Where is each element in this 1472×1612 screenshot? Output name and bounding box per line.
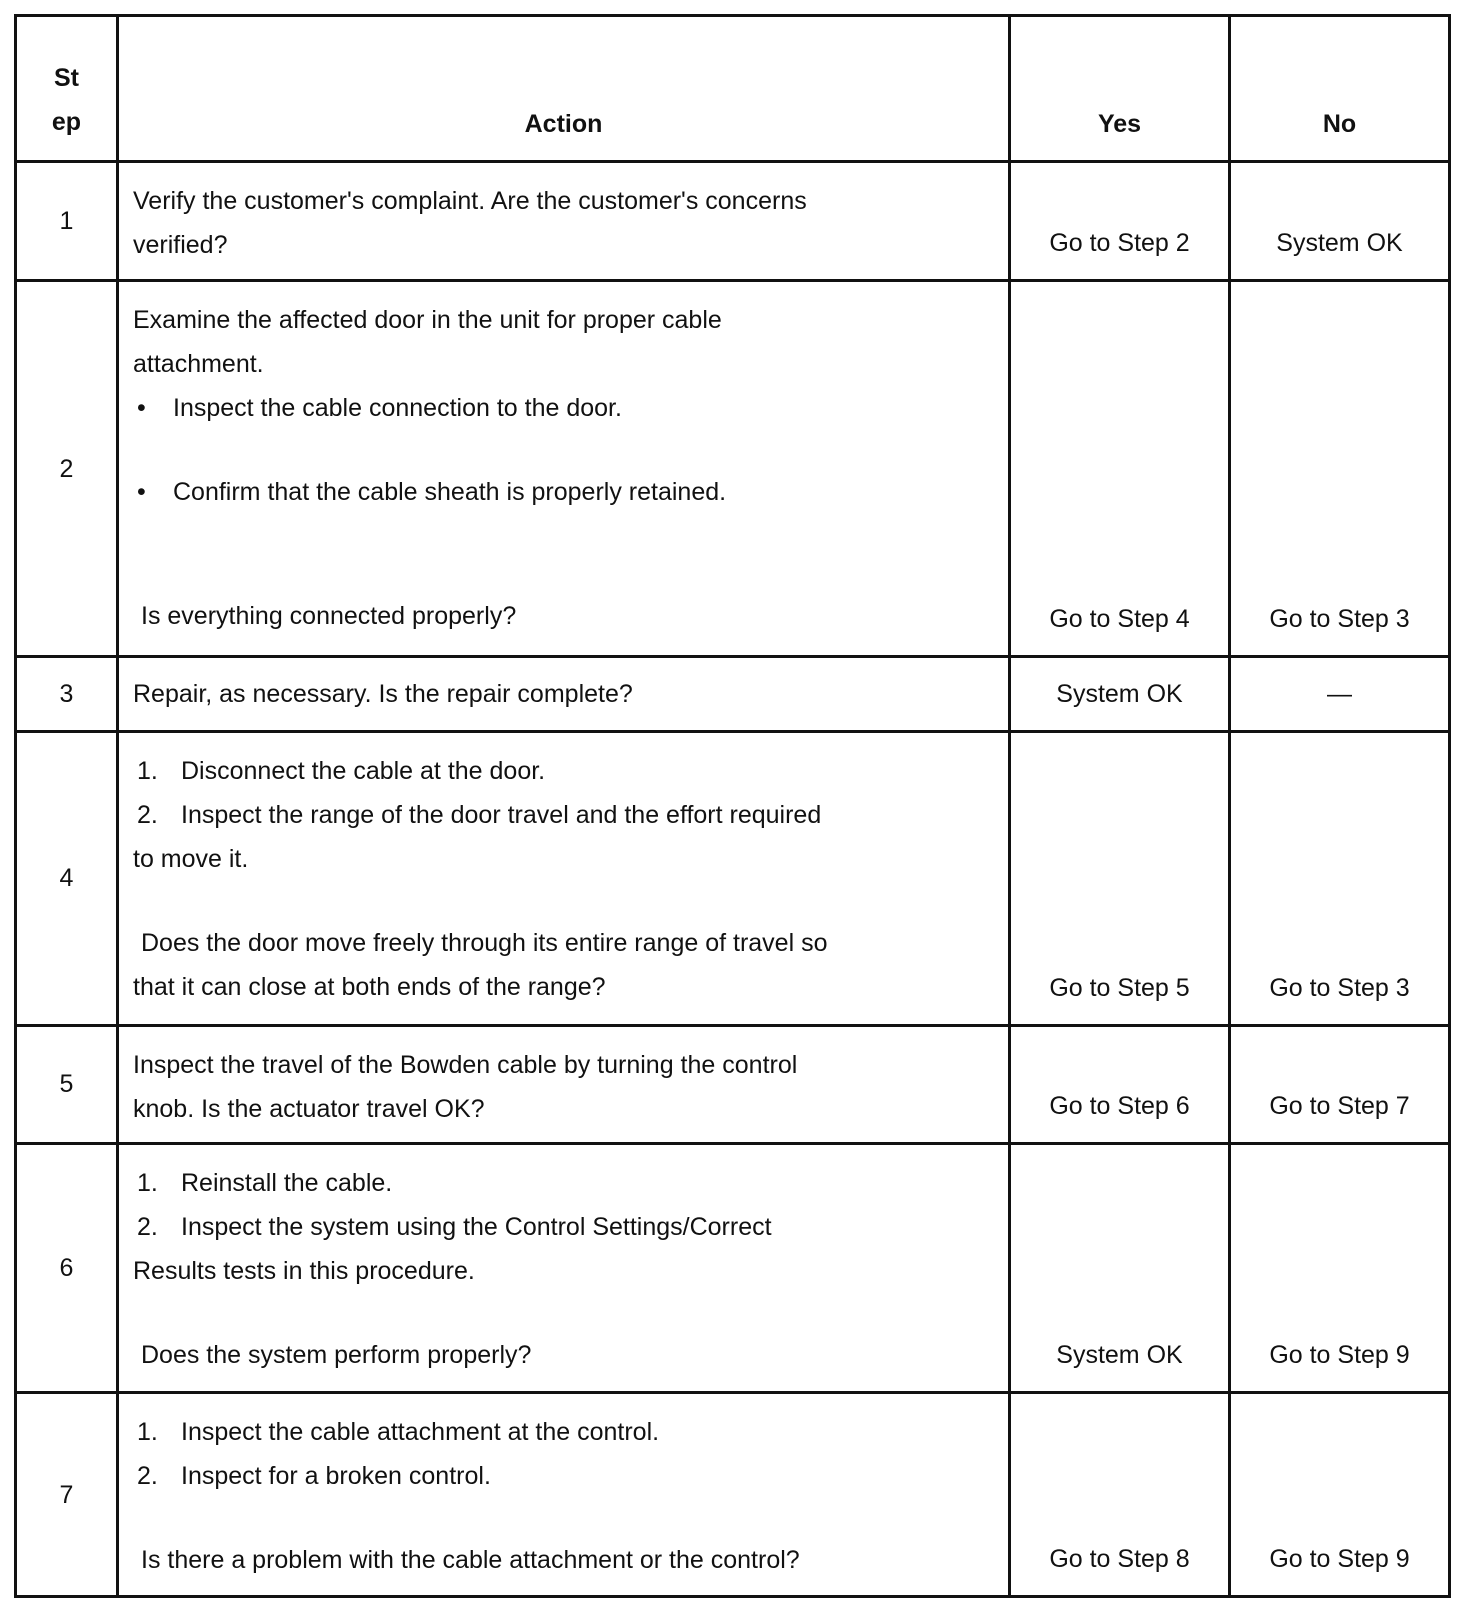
yes-result: Go to Step 6 [1010,1025,1230,1144]
step-number: 6 [16,1144,118,1393]
item-number: 1. [137,1418,158,1447]
action-line: attachment. [133,350,264,379]
numbered-item [133,1161,994,1205]
header-row [16,16,1450,162]
item-text: Reinstall the cable. [181,1169,393,1198]
action-cell [118,1393,1010,1597]
action-cell [118,656,1010,731]
question-line: Is everything connected properly? [141,602,517,631]
question-line: Does the door move freely through its entire range of travel so [141,928,828,957]
no-result: Go to Step 7 [1230,1025,1450,1144]
numbered-item [133,1454,994,1498]
action-line: verified? [133,231,228,260]
no-result: Go to Step 9 [1230,1144,1450,1393]
header-action: Action [118,16,1010,162]
table-row [16,162,1450,281]
bullet-item: • Inspect the cable connection to the door. [133,386,994,430]
numbered-item [133,1410,994,1454]
action-cell [118,281,1010,657]
no-result: Go to Step 3 [1230,731,1450,1025]
numbered-item [133,749,994,793]
table-row [16,656,1450,731]
yes-result: System OK [1010,656,1230,731]
item-number: 2. [137,1213,158,1242]
action-line: Examine the affected door in the unit for proper cable [133,306,722,335]
table-row [16,1144,1450,1393]
table-row [16,281,1450,657]
item-number: 2. [137,800,158,829]
step-number: 5 [16,1025,118,1144]
item-number: 1. [137,1169,158,1198]
action-cell [118,1144,1010,1393]
question-line: Does the system perform properly? [141,1341,532,1370]
header-step-line-1: St [54,64,79,93]
item-text: Inspect the system using the Control Settings/Correct [181,1213,772,1242]
header-step-full [0,0,1,1]
action-line: Repair, as necessary. Is the repair complete? [133,679,633,708]
item-text: Inspect the range of the door travel and the effort required [181,800,822,829]
table-row [16,1393,1450,1597]
action-line: Verify the customer's complaint. Are the customer's concerns [133,187,807,216]
yes-result: System OK [1010,1144,1230,1393]
item-text: Inspect the cable attachment at the control. [181,1418,660,1447]
action-line: knob. Is the actuator travel OK? [133,1094,485,1123]
step-number: 3 [16,656,118,731]
no-result: Go to Step 9 [1230,1393,1450,1597]
item-number: 1. [137,756,158,785]
diagnostic-table [14,14,1451,1598]
no-result: System OK [1230,162,1450,281]
step-number: 7 [16,1393,118,1597]
step-number: 1 [16,162,118,281]
action-cell [118,1025,1010,1144]
action-line: Inspect the travel of the Bowden cable by turning the control [133,1050,798,1079]
action-cell [118,731,1010,1025]
action-line: Results tests in this procedure. [133,1257,475,1286]
step-number: 2 [16,281,118,657]
yes-result: Go to Step 8 [1010,1393,1230,1597]
action-cell [118,162,1010,281]
action-line: to move it. [133,844,249,873]
table-row [16,1025,1450,1144]
no-result: Go to Step 3 [1230,281,1450,657]
header-step [16,16,118,162]
header-yes: Yes [1010,16,1230,162]
item-text: Inspect for a broken control. [181,1462,491,1491]
yes-result: Go to Step 5 [1010,731,1230,1025]
table-row [16,731,1450,1025]
numbered-item [133,793,994,837]
bullet-item: • Confirm that the cable sheath is properly retained. [133,470,994,514]
yes-result: Go to Step 2 [1010,162,1230,281]
item-text: Disconnect the cable at the door. [181,756,546,785]
numbered-item [133,1205,994,1249]
question-line: that it can close at both ends of the range? [133,972,606,1001]
header-no: No [1230,16,1450,162]
item-number: 2. [137,1462,158,1491]
question-line: Is there a problem with the cable attachment or the control? [141,1546,800,1575]
yes-result: Go to Step 4 [1010,281,1230,657]
step-number: 4 [16,731,118,1025]
header-step-line-2: ep [51,108,82,137]
no-result: — [1230,656,1450,731]
